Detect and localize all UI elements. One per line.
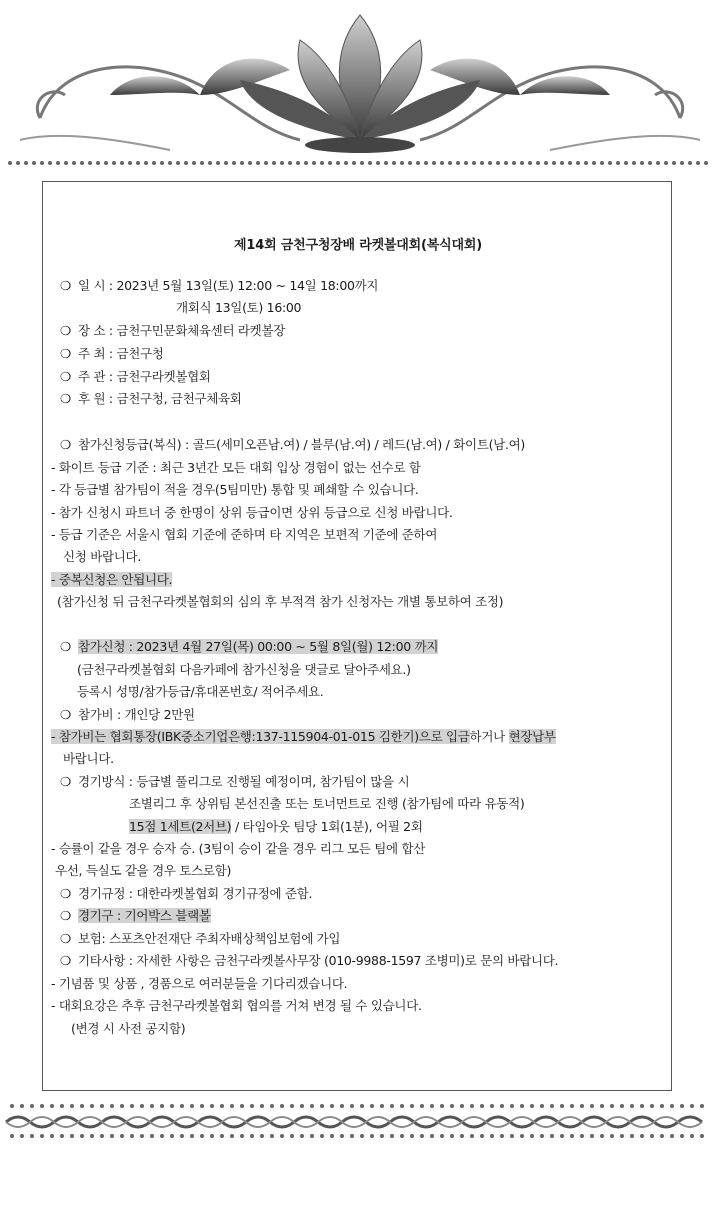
circle-bullet-icon: ❍	[60, 323, 71, 338]
notice-line	[60, 638, 438, 656]
line-text: 일 시 : 2023년 5월 13일(토) 12:00 ~ 14일 18:00까지	[78, 278, 379, 293]
header-floral-ornament	[0, 0, 720, 170]
top-dot-divider	[6, 159, 714, 167]
notice-line	[51, 459, 421, 477]
notice-line	[60, 952, 558, 970]
notice-line	[60, 277, 378, 295]
line-text: 보험: 스포츠안전재단 주최자배상책임보험에 가입	[78, 931, 341, 946]
circle-bullet-icon: ❍	[60, 707, 71, 722]
notice-line	[129, 795, 524, 813]
line-text: / 타임아웃 팀당 1회(1분), 어필 2회	[231, 819, 423, 834]
notice-line	[176, 299, 301, 317]
circle-bullet-icon: ❍	[60, 369, 71, 384]
line-text: - 참가 신청시 파트너 중 한명이 상위 등급이면 상위 등급으로 신청 바랍니다.	[51, 505, 453, 520]
notice-line	[51, 504, 453, 522]
line-text: 신청 바랍니다.	[63, 549, 141, 564]
circle-bullet-icon: ❍	[60, 886, 71, 901]
line-text: 경기규정 : 대한라켓볼협회 경기규정에 준함.	[78, 886, 313, 901]
circle-bullet-icon: ❍	[60, 278, 71, 293]
line-text: - 화이트 등급 기준 : 최근 3년간 모든 대회 입상 경험이 없는 선수로 함	[51, 460, 421, 475]
notice-box	[42, 181, 672, 1091]
notice-line	[51, 997, 422, 1015]
notice-title: 제14회 금천구청장배 라켓볼대회(복식대회)	[234, 238, 482, 253]
notice-line	[60, 773, 409, 791]
circle-bullet-icon: ❍	[60, 346, 71, 361]
line-text: 참가신청 : 2023년 4월 27일(목) 00:00 ~ 5월 8일(월) 12:00 까지	[78, 639, 439, 654]
line-text: 개회식 13일(토) 16:00	[176, 300, 302, 315]
notice-line	[57, 593, 503, 611]
notice-line	[63, 548, 141, 566]
notice-line	[60, 322, 285, 340]
line-text: - 승률이 같을 경우 승자 승. (3팀이 승이 같을 경우 리그 모든 팀에 합산	[51, 841, 426, 856]
highlighted-text: 15점 1세트(2서브)	[129, 819, 232, 834]
highlighted-text: - 중복신청은 안됩니다.	[51, 572, 173, 587]
line-text: (금천구라켓볼협회 다음카페에 참가신청을 댓글로 달아주세요.)	[77, 662, 411, 677]
line-text: 참가비 : 개인당 2만원	[78, 707, 195, 722]
line-text: 참가신청등급(복식) : 골드(세미오픈남.여) / 블루(남.여) / 레드(남.여) / 화이트(남.여)	[78, 437, 525, 452]
line-text: 등록시 성명/참가등급/휴대폰번호/ 적어주세요.	[77, 684, 324, 699]
notice-line	[77, 683, 323, 701]
notice-line	[60, 885, 312, 903]
notice-line	[129, 818, 423, 836]
circle-bullet-icon: ❍	[60, 953, 71, 968]
line-text: - 기념품 및 상품 , 경품으로 여러분들을 기다리겠습니다.	[51, 976, 348, 991]
notice-line	[63, 750, 114, 768]
footer-ornament-border	[0, 1100, 720, 1146]
line-text: 조별리그 후 상위팀 본선진출 또는 토너먼트로 진행 (참가팀에 따라 유동적)	[129, 796, 525, 811]
notice-line	[60, 706, 195, 724]
line-text: (변경 시 사전 공지함)	[71, 1021, 186, 1036]
circle-bullet-icon: ❍	[60, 391, 71, 406]
line-text: - 대회요강은 추후 금천구라켓볼협회 협의를 거쳐 변경 될 수 있습니다.	[51, 998, 422, 1013]
line-text: 기타사항 : 자세한 사항은 금천구라켓볼사무장 (010-9988-1597 조병미)로 문의 바랍니다.	[78, 953, 559, 968]
highlighted-text: - 참가비는 협회통장(IBK중소기업은행:137-115904-01-015 김한기)으로 입금	[51, 729, 470, 744]
highlighted-text: 현장납부	[508, 729, 556, 744]
notice-line	[60, 930, 340, 948]
notice-line	[55, 862, 231, 880]
notice-line	[51, 571, 172, 589]
line-text: 주 관 : 금천구라켓볼협회	[78, 369, 211, 384]
line-text: 후 원 : 금천구청, 금천구체육회	[78, 391, 242, 406]
line-text: 주 최 : 금천구청	[78, 346, 164, 361]
notice-line	[60, 390, 242, 408]
circle-bullet-icon: ❍	[60, 931, 71, 946]
notice-line	[60, 436, 525, 454]
circle-bullet-icon: ❍	[60, 774, 71, 789]
notice-line	[51, 728, 556, 746]
notice-line	[60, 368, 211, 386]
line-text: 경기방식 : 등급별 풀리그로 진행될 예정이며, 참가팀이 많을 시	[78, 774, 410, 789]
line-text: (참가신청 뒤 금천구라켓볼협회의 심의 후 부적격 참가 신청자는 개별 통보하여 조정)	[57, 594, 504, 609]
line-text: 장 소 : 금천구민문화체육센터 라켓볼장	[78, 323, 286, 338]
line-text: 바랍니다.	[63, 751, 114, 766]
line-text: 우선, 득실도 같을 경우 토스로함)	[55, 863, 232, 878]
circle-bullet-icon: ❍	[60, 639, 71, 654]
line-text: 경기구 : 기어박스 블랙볼	[78, 908, 211, 923]
notice-line	[51, 840, 425, 858]
circle-bullet-icon: ❍	[60, 908, 71, 923]
line-text: 하거나	[469, 729, 509, 744]
notice-line	[71, 1020, 185, 1038]
notice-line	[51, 481, 419, 499]
notice-line	[51, 526, 437, 544]
notice-line	[51, 975, 347, 993]
line-text: - 등급 기준은 서울시 협회 기준에 준하며 타 지역은 보편적 기준에 준하여	[51, 527, 438, 542]
circle-bullet-icon: ❍	[60, 437, 71, 452]
notice-line	[60, 345, 164, 363]
line-text: - 각 등급별 참가팀이 적을 경우(5팀미만) 통합 및 폐쇄할 수 있습니다.	[51, 482, 419, 497]
notice-line	[60, 907, 211, 925]
notice-line	[77, 661, 411, 679]
